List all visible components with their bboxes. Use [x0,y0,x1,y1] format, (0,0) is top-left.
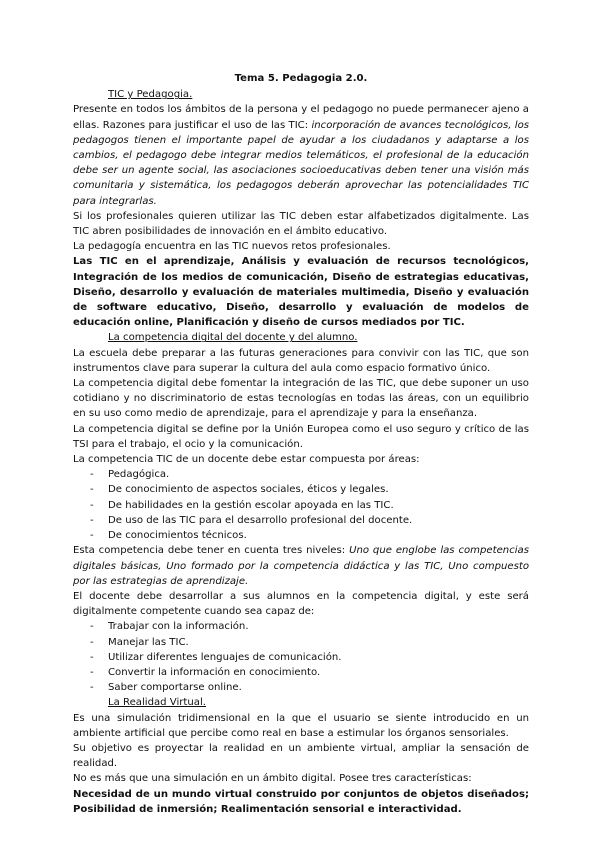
list-item: - Convertir la información en conocimiento. [73,665,529,680]
paragraph-definicion-ue: La competencia digital se define por la Unión Europea como el uso seguro y crítico de las TSI para el trabajo, el ocio y la comunicación. [73,423,529,450]
paragraph-retos-list: Las TIC en el aprendizaje, Análisis y evaluación de recursos tecnológicos, Integración de los medios de comunicación, Diseño de estrategias educativas, Diseño, desarrollo y evaluación de materiales multimedia, Diseño y evaluación de software educativo, Diseño, desarrollo y evaluación de modelos de educación online, Planificación y diseño de cursos mediados por TIC. [73,256,529,329]
areas-list [73,467,529,543]
paragraph-escuela: La escuela debe preparar a las futuras generaciones para convivir con las TIC, que son instrumentos clave para superar la cultura del aula como espacio formativo único. [73,347,529,374]
section-heading-tic-pedagogia: TIC y Pedagogia. [108,89,193,101]
paragraph-caracteristicas: No es más que una simulación en un ámbito digital. Posee tres características: [73,773,472,785]
paragraph-areas-intro: La competencia TIC de un docente debe estar compuesta por áreas: [73,454,420,466]
paragraph-retos: La pedagogía encuentra en las TIC nuevos retos profesionales. [73,241,391,253]
list-item: - De conocimiento de aspectos sociales, éticos y legales. [73,482,529,497]
paragraph-tic-reasons [73,102,529,208]
paragraph-integracion: La competencia digital debe fomentar la integración de las TIC, que debe suponer un uso cotidiano y no discriminatorio de estas tecnologías en todas las áreas, con un equilibrio en su uso como medio de aprendizaje, para el aprendizaje y para la enseñanza. [73,378,529,420]
abilities-list [73,619,529,695]
paragraph-italic-text: incorporación de avances tecnológicos, los pedagogos tienen el importante papel de ayudar a los ciudadanos y adaptarse a los cambios, el pedagogo debe integrar medios telemáticos, el profesional de la educación debe ser un agente social, las asociaciones socioeducativas deben tener una visión más comunitaria y sistemática, los pedagogos deberán aprovechar las potencialidades TIC para integrarlas. [73,119,529,207]
list-item: - De conocimientos técnicos. [73,528,529,543]
paragraph-italic-text: Uno que englobe las competencias digitales básicas, Uno formado por la competencia didáctica y las TIC, Uno compuesto por las estrategias de aprendizaje. [73,545,529,587]
paragraph-caracteristicas-list: Necesidad de un mundo virtual construido por conjuntos de objetos diseñados; Posibilidad de inmersión; Realimentación sensorial e interactividad. [73,788,529,815]
list-item: - Manejar las TIC. [73,635,529,650]
paragraph-docente: El docente debe desarrollar a sus alumnos en la competencia digital, y este será digitalmente competente cuando sea capaz de: [73,590,529,618]
document-title: Tema 5. Pedagogia 2.0. [234,73,368,84]
list-item: - De uso de las TIC para el desarrollo profesional del docente. [73,513,529,528]
list-item: - Utilizar diferentes lenguajes de comunicación. [73,650,529,665]
paragraph-alfabetizacion: Si los profesionales quieren utilizar las TIC deben estar alfabetizados digitalmente. Las TIC abren posibilidades de innovación en el ámbito educativo. [73,210,529,238]
paragraph-text: Presente en todos los ámbitos de la persona y el pedagogo no puede permanecer ajeno a ellas. Razones para justificar el uso de las TIC: [73,104,529,131]
list-item: - Trabajar con la información. [73,619,529,634]
section-heading-realidad-virtual: La Realidad Virtual. [108,697,206,709]
paragraph-niveles [73,543,529,589]
document-page [73,71,529,817]
paragraph-objetivo: Su objetivo es proyectar la realidad en un ambiente virtual, ampliar la sensación de realidad. [73,742,529,770]
section-heading-competencia-digital: La competencia digital del docente y del alumno. [108,332,358,344]
list-item: - De habilidades en la gestión escolar apoyada en las TIC. [73,498,529,513]
paragraph-simulacion: Es una simulación tridimensional en la que el usuario se siente introducido en un ambiente artificial que percibe como real en base a estimular los órganos sensoriales. [73,712,529,739]
list-item: - Pedagógica. [73,467,529,482]
list-item: - Saber comportarse online. [73,680,529,695]
paragraph-text: Esta competencia debe tener en cuenta tres niveles: [73,545,350,557]
